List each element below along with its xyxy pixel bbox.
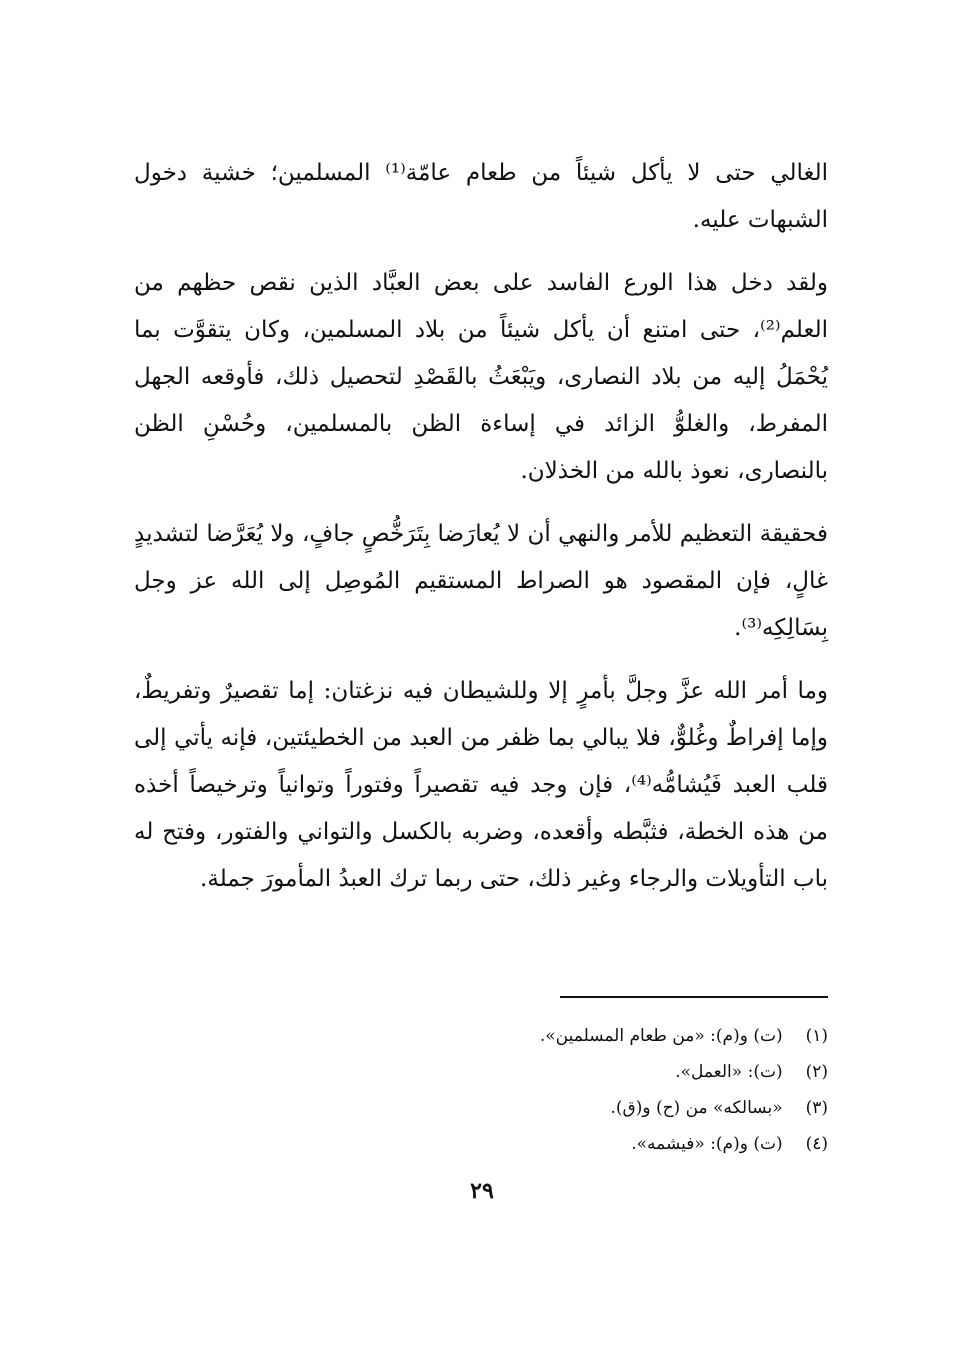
footnote-number: (٤) [805, 1134, 828, 1154]
footnote-text: «بسالكه» من (ح) و(ق). [610, 1098, 783, 1118]
footnote-number: (٢) [805, 1062, 828, 1082]
footnote-item [328, 1090, 828, 1126]
footnotes [328, 1018, 828, 1162]
paragraph-true-veneration: فحقيقة التعظيم للأمر والنهي أن لا يُعارَضا بِتَرَخُّصٍ جافٍ، ولا يُعَرَّضا لتشديدٍ غالٍ، فإن المقصود هو الصراط المستقيم المُوصِل إلى الله عز وجل بِسَالِكِه⁽³⁾. [134, 521, 828, 641]
footnote-item [328, 1018, 828, 1054]
footnote-number: (١) [805, 1026, 828, 1046]
footnote-text: (ت) و(م): «فيشمه». [631, 1134, 783, 1154]
paragraph-two-temptations: وما أمر الله عزَّ وجلَّ بأمرٍ إلا وللشيطان فيه نزغتان: إما تقصيرٌ وتفريطٌ، وإما إفراطٌ وغُلوٌّ، فلا يبالي بما ظفر من العبد من الخطيئتين، فإنه يأتي إلى قلب العبد فَيُشامُّه⁽⁴⁾، فإن وجد فيه تقصيراً وفتوراً وتوانياً وترخيصاً أخذه من هذه الخطة، فثبَّطه وأقعده، وضربه بالكسل والتواني والفتور، وفتح له باب التأويلات والرجاء وغير ذلك، حتى ربما ترك العبدُ المأمورَ جملة. [134, 678, 828, 892]
footnote-item [328, 1126, 828, 1162]
paragraph-continuation: الغالي حتى لا يأكل شيئاً من طعام عامّة⁽¹⁾ المسلمين؛ خشية دخول الشبهات عليه. [134, 160, 828, 233]
page-body [134, 150, 828, 903]
footnote-item [328, 1054, 828, 1090]
footnote-divider [560, 996, 828, 998]
footnote-text: (ت): «العمل». [675, 1062, 783, 1082]
paragraph-false-piety: ولقد دخل هذا الورع الفاسد على بعض العبَّاد الذين نقص حظهم من العلم⁽²⁾، حتى امتنع أن يأكل شيئاً من بلاد المسلمين، وكان يتقوَّت بما يُحْمَلُ إليه من بلاد النصارى، ويَبْعَثُ بالقَصْدِ لتحصيل ذلك، فأوقعه الجهل المفرط، والغلوُّ الزائد في إساءة الظن بالمسلمين، وحُسْنِ الظن بالنصارى، نعوذ بالله من الخذلان. [134, 270, 828, 484]
footnote-number: (٣) [805, 1098, 828, 1118]
footnote-text: (ت) و(م): «من طعام المسلمين». [539, 1026, 783, 1046]
page-number: ٢٩ [470, 1178, 494, 1204]
